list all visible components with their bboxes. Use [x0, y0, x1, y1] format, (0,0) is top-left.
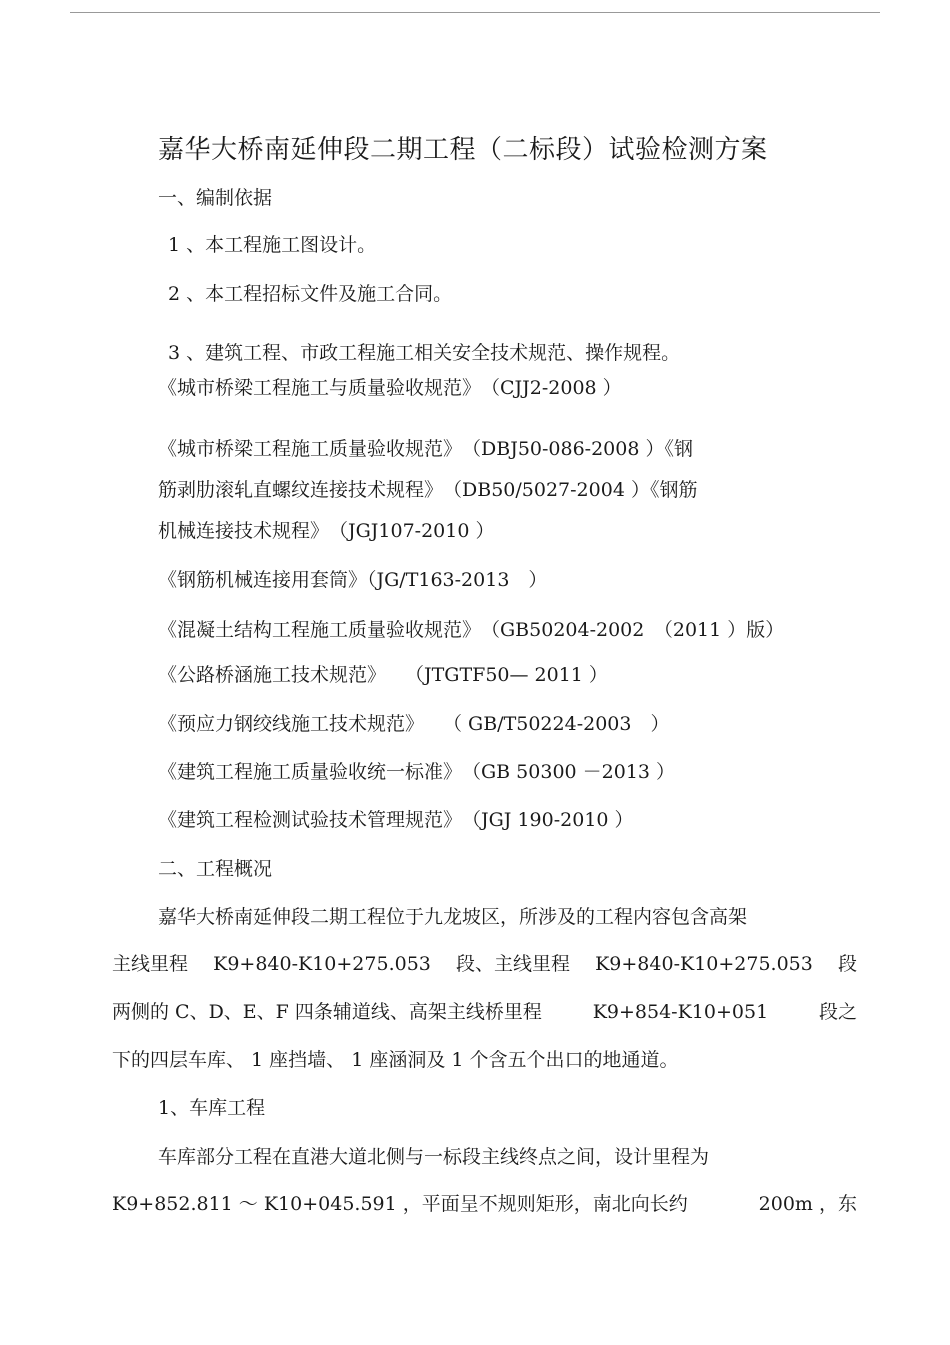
text-segment: 200m ，东 — [758, 1193, 857, 1215]
standard-line: 《城市桥梁工程施工与质量验收规范》 （CJJ2-2008 ） — [158, 377, 622, 399]
standard-line: 机械连接技术规程》 （JGJ107-2010 ） — [158, 520, 495, 542]
standard-line: 《钢筋机械连接用套筒》（JG/T163-2013 ） — [158, 569, 548, 591]
overview-paragraph-line: 嘉华大桥南延伸段二期工程位于九龙坡区，所涉及的工程内容包含高架 — [158, 906, 748, 928]
standard-line: 《城市桥梁工程施工质量验收规范》 （DBJ50-086-2008 ）《钢 — [158, 438, 693, 460]
text-segment: 主线里程 — [112, 953, 189, 975]
section-heading-overview: 二、工程概况 — [158, 858, 273, 880]
standard-line: 《建筑工程检测试验技术管理规范》 （JGJ 190-2010 ） — [158, 809, 634, 831]
basis-item-2: 2 、本工程招标文件及施工合同。 — [168, 283, 453, 305]
text-segment: 段之 — [818, 1001, 857, 1023]
overview-paragraph-line — [112, 952, 857, 976]
text-segment: K9+852.811 ～ K10+045.591 ，平面呈不规则矩形，南北向长约 — [112, 1193, 688, 1215]
basis-item-1: 1 、本工程施工图设计。 — [168, 234, 377, 256]
standard-line: 筋剥肋滚轧直螺纹连接技术规程》 （DB50/5027-2004 ）《钢筋 — [158, 479, 698, 501]
garage-paragraph-line — [112, 1192, 857, 1216]
section-heading-basis: 一、编制依据 — [158, 187, 273, 209]
standard-line: 《预应力钢绞线施工技术规范》 （ GB/T50224-2003 ） — [158, 713, 670, 735]
page-title: 嘉华大桥南延伸段二期工程（二标段）试验检测方案 — [158, 135, 768, 165]
text-segment: K9+854-K10+051 — [592, 1001, 769, 1023]
overview-paragraph-line: 下的四层车库、 1 座挡墙、 1 座涵洞及 1 个含五个出口的地通道。 — [112, 1049, 679, 1071]
standard-line: 《混凝土结构工程施工质量验收规范》 （GB50204-2002 （2011 ）版） — [158, 619, 785, 641]
subsection-heading-garage: 1、车库工程 — [158, 1097, 266, 1119]
basis-item-3: 3 、建筑工程、市政工程施工相关安全技术规范、操作规程。 — [168, 342, 681, 364]
overview-paragraph-line — [112, 1000, 857, 1024]
text-segment: 两侧的 C、D、E、F 四条辅道线、高架主线桥里程 — [112, 1001, 542, 1023]
standard-line: 《公路桥涵施工技术规范》 （JTGTF50— 2011 ） — [158, 664, 608, 686]
text-segment: 段、主线里程 — [455, 953, 570, 975]
garage-paragraph-line: 车库部分工程在直港大道北侧与一标段主线终点之间，设计里程为 — [158, 1146, 710, 1168]
header-rule — [70, 12, 880, 13]
text-segment: 段 — [837, 953, 857, 975]
text-segment: K9+840-K10+275.053 — [595, 953, 813, 975]
standard-line: 《建筑工程施工质量验收统一标准》 （GB 50300 －2013 ） — [158, 761, 676, 783]
text-segment: K9+840-K10+275.053 — [213, 953, 431, 975]
